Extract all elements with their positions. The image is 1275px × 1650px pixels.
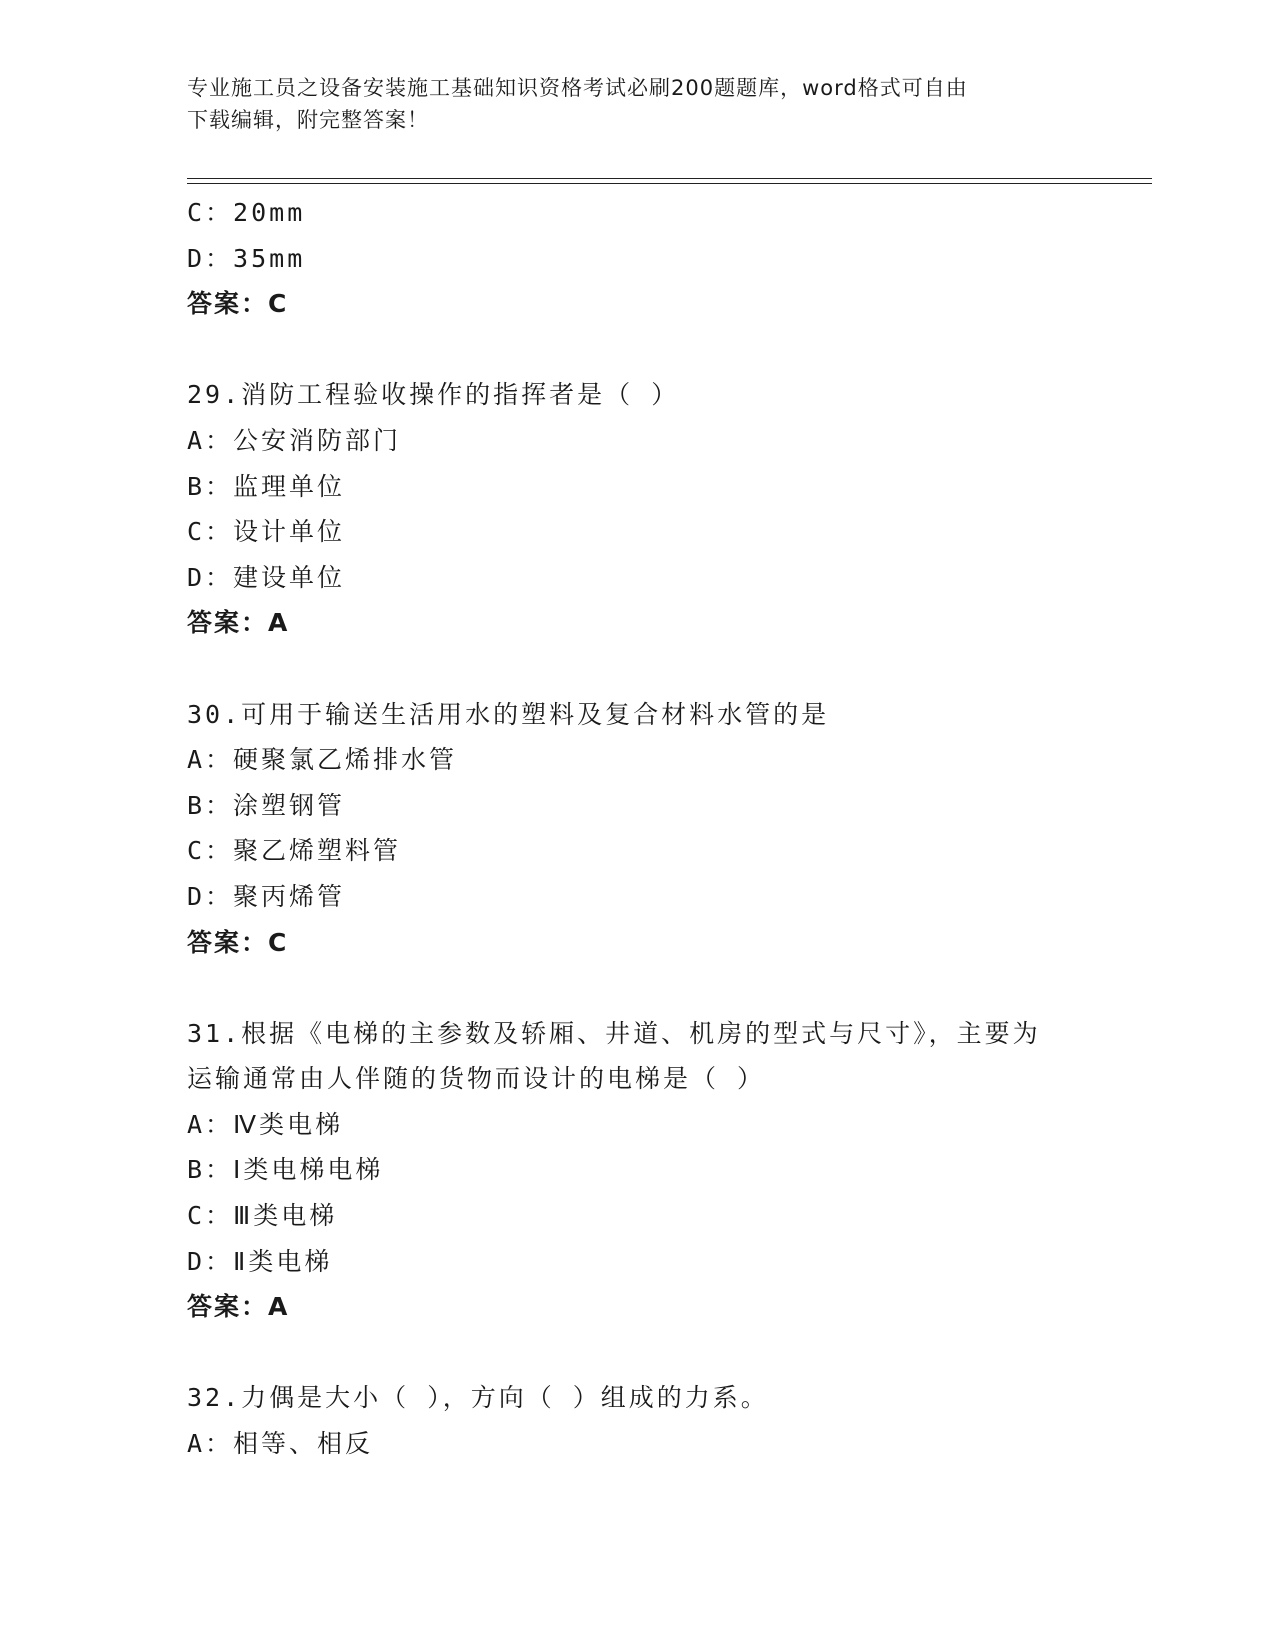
option-c: C：设计单位 <box>187 517 346 547</box>
header-divider-bottom <box>187 183 1152 184</box>
option-d: D：聚丙烯管 <box>187 881 346 911</box>
option-c: C：20mm <box>187 198 306 227</box>
option-b: B：Ⅰ类电梯电梯 <box>187 1155 384 1185</box>
answer-line: 答案：C <box>187 927 289 957</box>
question-stem: 29.消防工程验收操作的指挥者是（ ） <box>187 380 680 410</box>
option-d: D：35mm <box>187 243 306 273</box>
question-31 <box>187 1011 1087 1330</box>
answer-line: 答案：A <box>187 608 290 638</box>
question-list <box>187 190 1087 1467</box>
option-a: A：硬聚氯乙烯排水管 <box>187 745 458 775</box>
question-stem: 30.可用于输送生活用水的塑料及复合材料水管的是 <box>187 699 830 729</box>
option-a: A：相等、相反 <box>187 1429 374 1459</box>
document-header <box>187 72 1087 136</box>
question-stem: 31.根据《电梯的主参数及轿厢、井道、机房的型式与尺寸》，主要为 <box>187 1018 1041 1048</box>
question-spacer <box>187 646 1087 692</box>
header-line-2: 下载编辑，附完整答案！ <box>187 108 429 132</box>
option-a: A：Ⅳ类电梯 <box>187 1109 344 1139</box>
option-d: D：Ⅱ类电梯 <box>187 1246 333 1276</box>
header-divider-top <box>187 178 1152 179</box>
answer-line: 答案：C <box>187 289 289 319</box>
option-b: B：监理单位 <box>187 471 346 501</box>
question-stem-continued: 运输通常由人伴随的货物而设计的电梯是（ ） <box>187 1064 766 1094</box>
question-29 <box>187 372 1087 646</box>
answer-line: 答案：A <box>187 1292 290 1322</box>
option-c: C：聚乙烯塑料管 <box>187 836 402 866</box>
question-spacer <box>187 327 1087 373</box>
option-c: C：Ⅲ类电梯 <box>187 1201 338 1231</box>
question-32 <box>187 1375 1087 1466</box>
question-spacer <box>187 1330 1087 1376</box>
question-spacer <box>187 965 1087 1011</box>
prev-question-block <box>187 190 1087 327</box>
question-stem: 32.力偶是大小（ ），方向（ ）组成的力系。 <box>187 1383 769 1413</box>
option-a: A：公安消防部门 <box>187 425 402 455</box>
header-line-1: 专业施工员之设备安装施工基础知识资格考试必刷200题题库，word格式可自由 <box>187 76 968 100</box>
option-d: D：建设单位 <box>187 562 346 592</box>
option-b: B：涂塑钢管 <box>187 790 346 820</box>
question-30 <box>187 692 1087 966</box>
